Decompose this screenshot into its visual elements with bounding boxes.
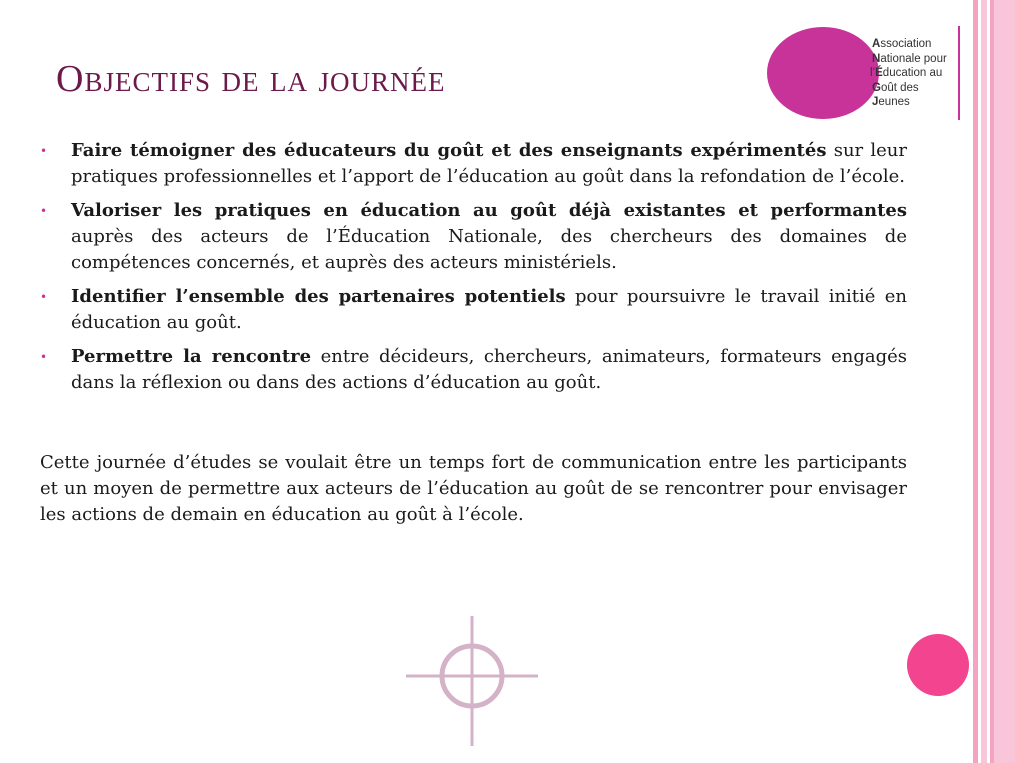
list-item bbox=[40, 138, 907, 190]
bullet-bold-text: Permettre la rencontre bbox=[71, 346, 312, 367]
bullet-text: entre décideurs, chercheurs, animateurs, formateurs engagés dans la réflexion ou dans des actions d’éducation au goût. bbox=[71, 346, 907, 393]
list-item bbox=[40, 344, 907, 396]
bullet-dot-icon: • bbox=[40, 204, 48, 218]
logo-line bbox=[870, 66, 947, 81]
logo-line bbox=[872, 81, 947, 96]
decorative-stripes bbox=[973, 0, 1015, 763]
logo-initial: G bbox=[872, 81, 881, 94]
logo-circle bbox=[767, 27, 879, 119]
crosshair-icon bbox=[406, 616, 538, 746]
bullet-text: sur leur pratiques professionnelles et l’apport de l’éducation au goût dans la refondation de l’école. bbox=[71, 140, 907, 187]
logo-text-part: eunes bbox=[878, 96, 910, 108]
bullet-dot-icon: • bbox=[40, 350, 48, 364]
stripe bbox=[994, 0, 1015, 763]
objectives-list bbox=[40, 138, 907, 404]
list-item bbox=[40, 284, 907, 336]
bullet-dot-icon: • bbox=[40, 290, 48, 304]
logo-text-part: ssociation bbox=[880, 38, 932, 50]
logo-text-part: ationale pour bbox=[880, 52, 947, 65]
logo-text-part: l’ bbox=[870, 67, 876, 79]
bullet-bold-text: Identifier l’ensemble des partenaires potentiels bbox=[71, 286, 566, 307]
bullet-text: pour poursuivre le travail initié en éducation au goût. bbox=[71, 286, 907, 333]
decorative-pink-circle bbox=[907, 634, 969, 696]
logo-initial: A bbox=[872, 38, 881, 50]
page-title: Objectifs de la journée bbox=[56, 58, 446, 100]
logo-initial: J bbox=[872, 96, 879, 108]
list-item bbox=[40, 198, 907, 276]
logo-line bbox=[872, 52, 947, 67]
bullet-bold-text: Valoriser les pratiques en éducation au goût déjà existantes et performantes bbox=[71, 200, 907, 221]
logo bbox=[872, 37, 947, 110]
logo-text-part: oût des bbox=[880, 81, 919, 94]
logo-initial: É bbox=[875, 67, 883, 79]
logo-line bbox=[872, 37, 947, 52]
bullet-bold-text: Faire témoigner des éducateurs du goût et des enseignants expérimentés bbox=[71, 140, 827, 161]
bullet-dot-icon: • bbox=[40, 144, 48, 158]
bullet-text: auprès des acteurs de l’Éducation Nationale, des chercheurs des domaines de compétences concernés, et auprès des acteurs ministériels. bbox=[71, 226, 907, 273]
logo-text-part: ducation au bbox=[882, 67, 943, 79]
summary-paragraph: Cette journée d’études se voulait être un temps fort de communication entre les participants et un moyen de permettre aux acteurs de l’éducation au goût de se rencontrer pour envisager les actions de demain en éducation au goût à l’école. bbox=[40, 452, 907, 525]
logo-initial: N bbox=[872, 52, 881, 65]
logo-line bbox=[872, 95, 947, 110]
